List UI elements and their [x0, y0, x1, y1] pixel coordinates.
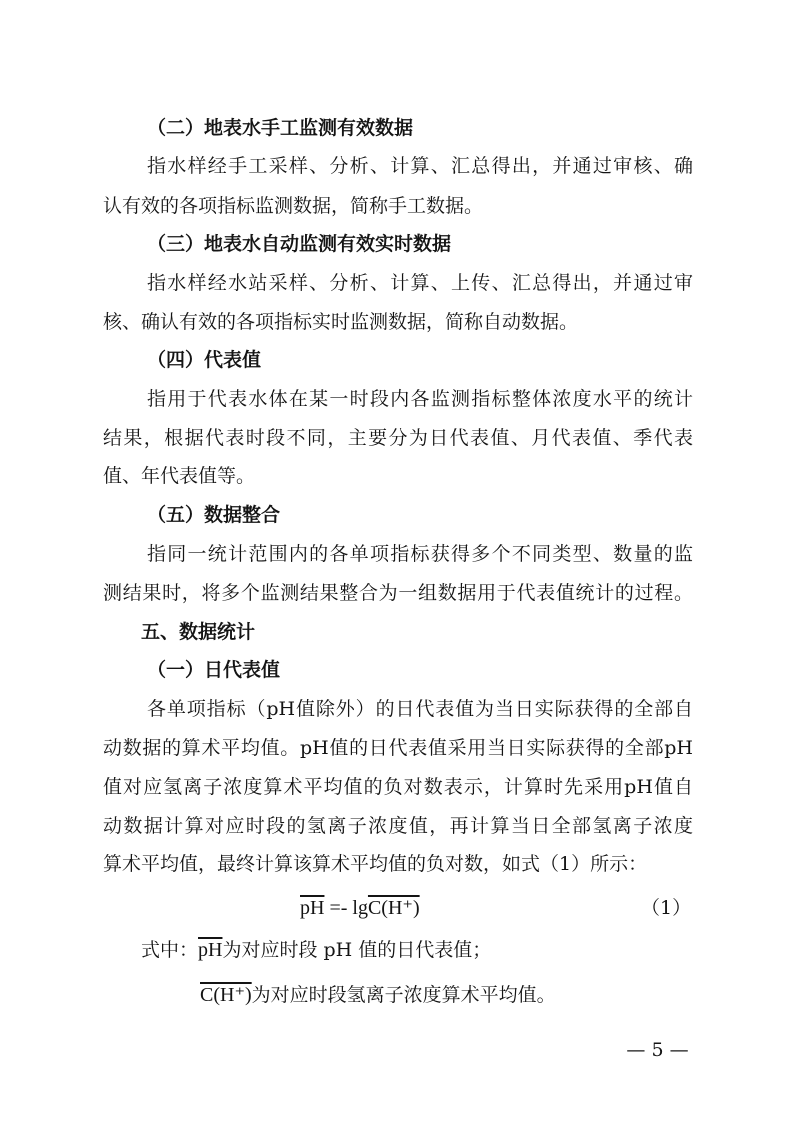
heading-data-integration: （五）数据整合 — [147, 504, 281, 526]
para-integration-line-2: 测结果时，将多个监测结果整合为一组数据用于代表值统计的过程。 — [103, 582, 693, 604]
section-data-statistics: 五、数据统计 — [141, 621, 256, 643]
equation-number: （1） — [641, 897, 692, 919]
where-ph-symbol: $\overline{pH}$ — [198, 939, 223, 961]
para-representative-line-3: 值、年代表值等。 — [103, 465, 256, 487]
para-daily-line-5: 算术平均值，最终计算该算术平均值的负对数，如式（1）所示： — [103, 853, 648, 875]
para-auto-line-2: 核、确认有效的各项指标实时监测数据，简称自动数据。 — [103, 311, 579, 333]
where-h-symbol: C(H⁺) — [200, 984, 252, 1006]
para-integration-line-1: 指同一统计范围内的各单项指标获得多个不同类型、数量的监 — [147, 543, 693, 565]
formula-ph-mean: $\overline{pH}$ — [300, 897, 325, 919]
heading-daily-value: （一）日代表值 — [147, 659, 281, 681]
ph-formula — [300, 893, 420, 923]
para-representative-line-1: 指用于代表水体在某一时段内各监测指标整体浓度水平的统计 — [147, 388, 693, 410]
where-h-description: 为对应时段氢离子浓度算术平均值。 — [251, 984, 556, 1006]
heading-representative-value: （四）代表值 — [147, 349, 262, 371]
where-line-2 — [200, 982, 790, 1008]
formula-h-concentration-mean: C(H⁺) — [367, 897, 420, 919]
heading-auto-data: （三）地表水自动监测有效实时数据 — [147, 233, 452, 255]
para-daily-line-4: 动数据计算对应时段的氢离子浓度值，再计算当日全部氢离子浓度 — [103, 815, 693, 837]
where-line-1 — [141, 937, 731, 963]
where-ph-description: 为对应时段 pH 值的日代表值； — [222, 939, 492, 961]
para-representative-line-2: 结果，根据代表时段不同，主要分为日代表值、月代表值、季代表 — [103, 427, 693, 449]
page-number: — 5 — — [626, 1039, 689, 1061]
para-manual-line-1: 指水样经手工采样、分析、计算、汇总得出，并通过审核、确 — [147, 155, 693, 177]
formula-neg-lg: =- lg — [324, 897, 368, 919]
para-auto-line-1: 指水样经水站采样、分析、计算、上传、汇总得出，并通过审 — [147, 272, 693, 294]
para-daily-line-1: 各单项指标（pH值除外）的日代表值为当日实际获得的全部自 — [147, 698, 693, 720]
para-daily-line-3: 值对应氢离子浓度算术平均值的负对数表示，计算时先采用pH值自 — [103, 776, 693, 798]
heading-manual-data: （二）地表水手工监测有效数据 — [147, 117, 414, 139]
para-daily-line-2: 动数据的算术平均值。pH值的日代表值采用当日实际获得的全部pH — [103, 737, 693, 759]
where-prefix: 式中： — [141, 939, 199, 961]
para-manual-line-2: 认有效的各项指标监测数据，简称手工数据。 — [103, 195, 484, 217]
